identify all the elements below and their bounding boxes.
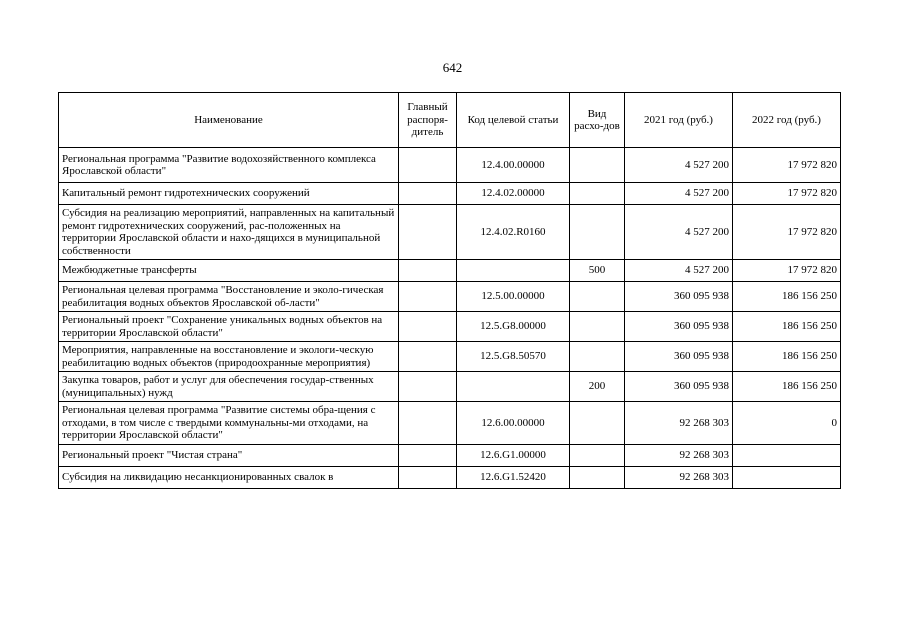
cell-admin (399, 260, 457, 282)
cell-2021: 4 527 200 (625, 260, 733, 282)
cell-2022: 17 972 820 (733, 260, 841, 282)
cell-kind (570, 312, 625, 342)
cell-2022 (733, 444, 841, 466)
cell-admin (399, 312, 457, 342)
cell-name: Мероприятия, направленные на восстановление и экологи-ческую реабилитацию водных объектов (природоохранные мероприятия) (59, 342, 399, 372)
header-kind: Вид расхо-дов (570, 93, 625, 148)
cell-kind (570, 342, 625, 372)
table-row (59, 466, 841, 488)
cell-2022: 17 972 820 (733, 148, 841, 183)
cell-2022: 186 156 250 (733, 312, 841, 342)
cell-kind (570, 402, 625, 445)
cell-admin (399, 444, 457, 466)
cell-name: Закупка товаров, работ и услуг для обеспечения государ-ственных (муниципальных) нужд (59, 372, 399, 402)
cell-admin (399, 282, 457, 312)
page-number: 642 (442, 60, 463, 75)
cell-code: 12.5.G8.00000 (457, 312, 570, 342)
cell-2021: 360 095 938 (625, 282, 733, 312)
cell-2021: 92 268 303 (625, 402, 733, 445)
cell-code (457, 260, 570, 282)
cell-2022: 186 156 250 (733, 372, 841, 402)
cell-kind: 500 (570, 260, 625, 282)
cell-code: 12.5.00.00000 (457, 282, 570, 312)
cell-code: 12.4.02.00000 (457, 183, 570, 205)
cell-name: Межбюджетные трансферты (59, 260, 399, 282)
table-row (59, 282, 841, 312)
cell-2021: 360 095 938 (625, 372, 733, 402)
cell-admin (399, 402, 457, 445)
cell-kind (570, 466, 625, 488)
cell-2021: 4 527 200 (625, 205, 733, 260)
cell-2021: 92 268 303 (625, 466, 733, 488)
header-code: Код целевой статьи (457, 93, 570, 148)
table-row (59, 148, 841, 183)
header-2022: 2022 год (руб.) (733, 93, 841, 148)
cell-name: Капитальный ремонт гидротехнических сооружений (59, 183, 399, 205)
cell-name: Субсидия на реализацию мероприятий, направленных на капитальный ремонт гидротехнических сооружений, рас-положенных на территории Ярославской области и нахо-дящихся в муниципальной собственности (59, 205, 399, 260)
header-admin: Главный распоря-дитель (399, 93, 457, 148)
cell-admin (399, 183, 457, 205)
cell-kind (570, 444, 625, 466)
cell-2021: 4 527 200 (625, 183, 733, 205)
table-row (59, 342, 841, 372)
table-row (59, 312, 841, 342)
cell-name: Субсидия на ликвидацию несанкционированных свалок в (59, 466, 399, 488)
cell-name: Региональная целевая программа "Восстановление и эколо-гическая реабилитация водных объектов Ярославской об-ласти" (59, 282, 399, 312)
cell-code: 12.5.G8.50570 (457, 342, 570, 372)
header-2021: 2021 год (руб.) (625, 93, 733, 148)
cell-kind (570, 183, 625, 205)
cell-admin (399, 148, 457, 183)
header-name: Наименование (59, 93, 399, 148)
cell-code: 12.6.G1.52420 (457, 466, 570, 488)
cell-2022: 17 972 820 (733, 205, 841, 260)
cell-admin (399, 372, 457, 402)
table-row (59, 205, 841, 260)
cell-admin (399, 466, 457, 488)
cell-kind: 200 (570, 372, 625, 402)
cell-2021: 360 095 938 (625, 342, 733, 372)
cell-code: 12.6.G1.00000 (457, 444, 570, 466)
cell-2021: 4 527 200 (625, 148, 733, 183)
cell-kind (570, 282, 625, 312)
cell-2022: 186 156 250 (733, 342, 841, 372)
cell-code: 12.4.00.00000 (457, 148, 570, 183)
cell-2022 (733, 466, 841, 488)
cell-code: 12.4.02.R0160 (457, 205, 570, 260)
table-row (59, 444, 841, 466)
cell-admin (399, 205, 457, 260)
cell-name: Региональный проект "Чистая страна" (59, 444, 399, 466)
table-row (59, 260, 841, 282)
cell-2021: 360 095 938 (625, 312, 733, 342)
cell-admin (399, 342, 457, 372)
cell-2022: 17 972 820 (733, 183, 841, 205)
cell-name: Региональный проект "Сохранение уникальных водных объектов на территории Ярославской области" (59, 312, 399, 342)
budget-table (58, 92, 841, 489)
cell-2022: 0 (733, 402, 841, 445)
cell-kind (570, 205, 625, 260)
cell-kind (570, 148, 625, 183)
cell-code: 12.6.00.00000 (457, 402, 570, 445)
table-header-row (59, 93, 841, 148)
cell-2021: 92 268 303 (625, 444, 733, 466)
cell-name: Региональная целевая программа "Развитие системы обра-щения с отходами, в том числе с твердыми коммунальны-ми отходами, на территории Ярославской области" (59, 402, 399, 445)
table-row (59, 183, 841, 205)
cell-code (457, 372, 570, 402)
table-row (59, 372, 841, 402)
cell-name: Региональная программа "Развитие водохозяйственного комплекса Ярославской области" (59, 148, 399, 183)
cell-2022: 186 156 250 (733, 282, 841, 312)
table-row (59, 402, 841, 445)
